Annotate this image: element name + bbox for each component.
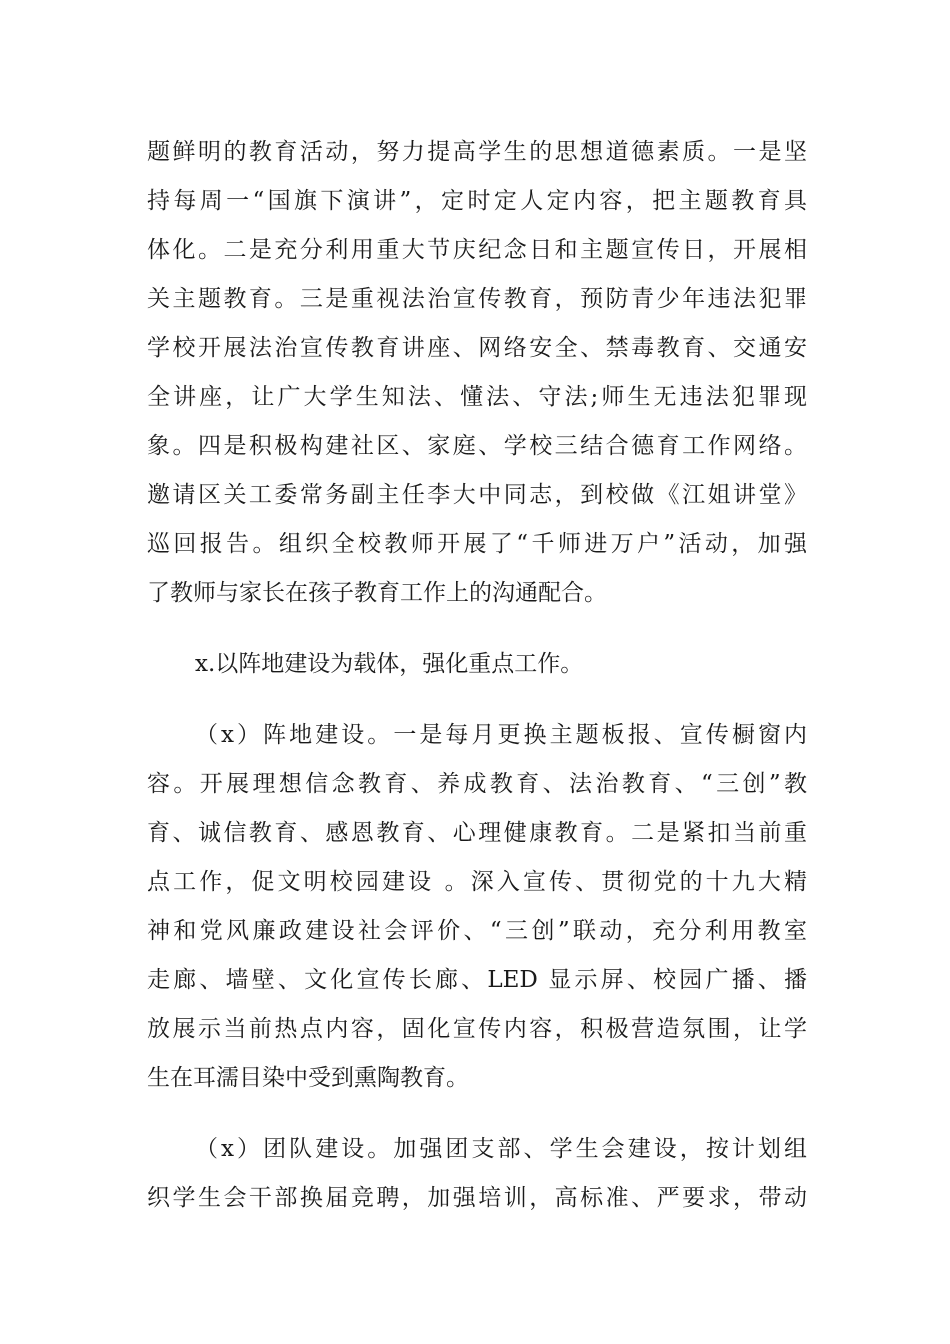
text-line: 育、诚信教育、感恩教育、心理健康教育。二是紧扣当前重 bbox=[147, 820, 807, 846]
text-line: （x）阵地建设。一是每月更换主题板报、宣传橱窗内 bbox=[195, 722, 807, 748]
paragraph-team-building bbox=[147, 1125, 807, 1223]
paragraph-moral-education bbox=[147, 128, 807, 618]
text-line: 生在耳濡目染中受到熏陶教育。 bbox=[147, 1065, 469, 1091]
text-line: 题鲜明的教育活动，努力提高学生的思想道德素质。一是坚 bbox=[147, 139, 807, 165]
text-line: 学校开展法治宣传教育讲座、网络安全、禁毒教育、交通安 bbox=[147, 335, 807, 361]
text-line: 容。开展理想信念教育、养成教育、法治教育、“三创”教 bbox=[147, 771, 807, 797]
text-line: 放展示当前热点内容，固化宣传内容，积极营造氛围，让学 bbox=[147, 1016, 807, 1042]
text-line: 邀请区关工委常务副主任李大中同志，到校做《江姐讲堂》 bbox=[147, 482, 807, 508]
text-line: 巡回报告。组织全校教师开展了“千师进万户”活动，加强 bbox=[147, 531, 807, 557]
text-line: 象。四是积极构建社区、家庭、学校三结合德育工作网络。 bbox=[147, 433, 807, 459]
text-line: 走廊、墙壁、文化宣传长廊、LED 显示屏、校园广播、播 bbox=[147, 967, 807, 993]
section-heading bbox=[147, 640, 807, 689]
paragraph-position-building bbox=[147, 711, 807, 1103]
text-line: 点工作，促文明校园建设 。深入宣传、贯彻党的十九大精 bbox=[147, 869, 807, 895]
section-heading-text: x.以阵地建设为载体，强化重点工作。 bbox=[195, 651, 584, 677]
text-line: 体化。二是充分利用重大节庆纪念日和主题宣传日，开展相 bbox=[147, 237, 807, 263]
document-body bbox=[147, 128, 807, 1223]
text-line: 全讲座，让广大学生知法、懂法、守法;师生无违法犯罪现 bbox=[147, 384, 807, 410]
text-line: 神和党风廉政建设社会评价、“三创”联动，充分利用教室 bbox=[147, 918, 807, 944]
text-line: 了教师与家长在孩子教育工作上的沟通配合。 bbox=[147, 580, 607, 606]
text-line: （x）团队建设。加强团支部、学生会建设，按计划组 bbox=[195, 1136, 807, 1162]
text-line: 织学生会干部换届竞聘，加强培训，高标准、严要求，带动 bbox=[147, 1185, 807, 1211]
text-line: 持每周一“国旗下演讲”，定时定人定内容，把主题教育具 bbox=[147, 188, 807, 214]
text-line: 关主题教育。三是重视法治宣传教育，预防青少年违法犯罪 bbox=[147, 286, 807, 312]
